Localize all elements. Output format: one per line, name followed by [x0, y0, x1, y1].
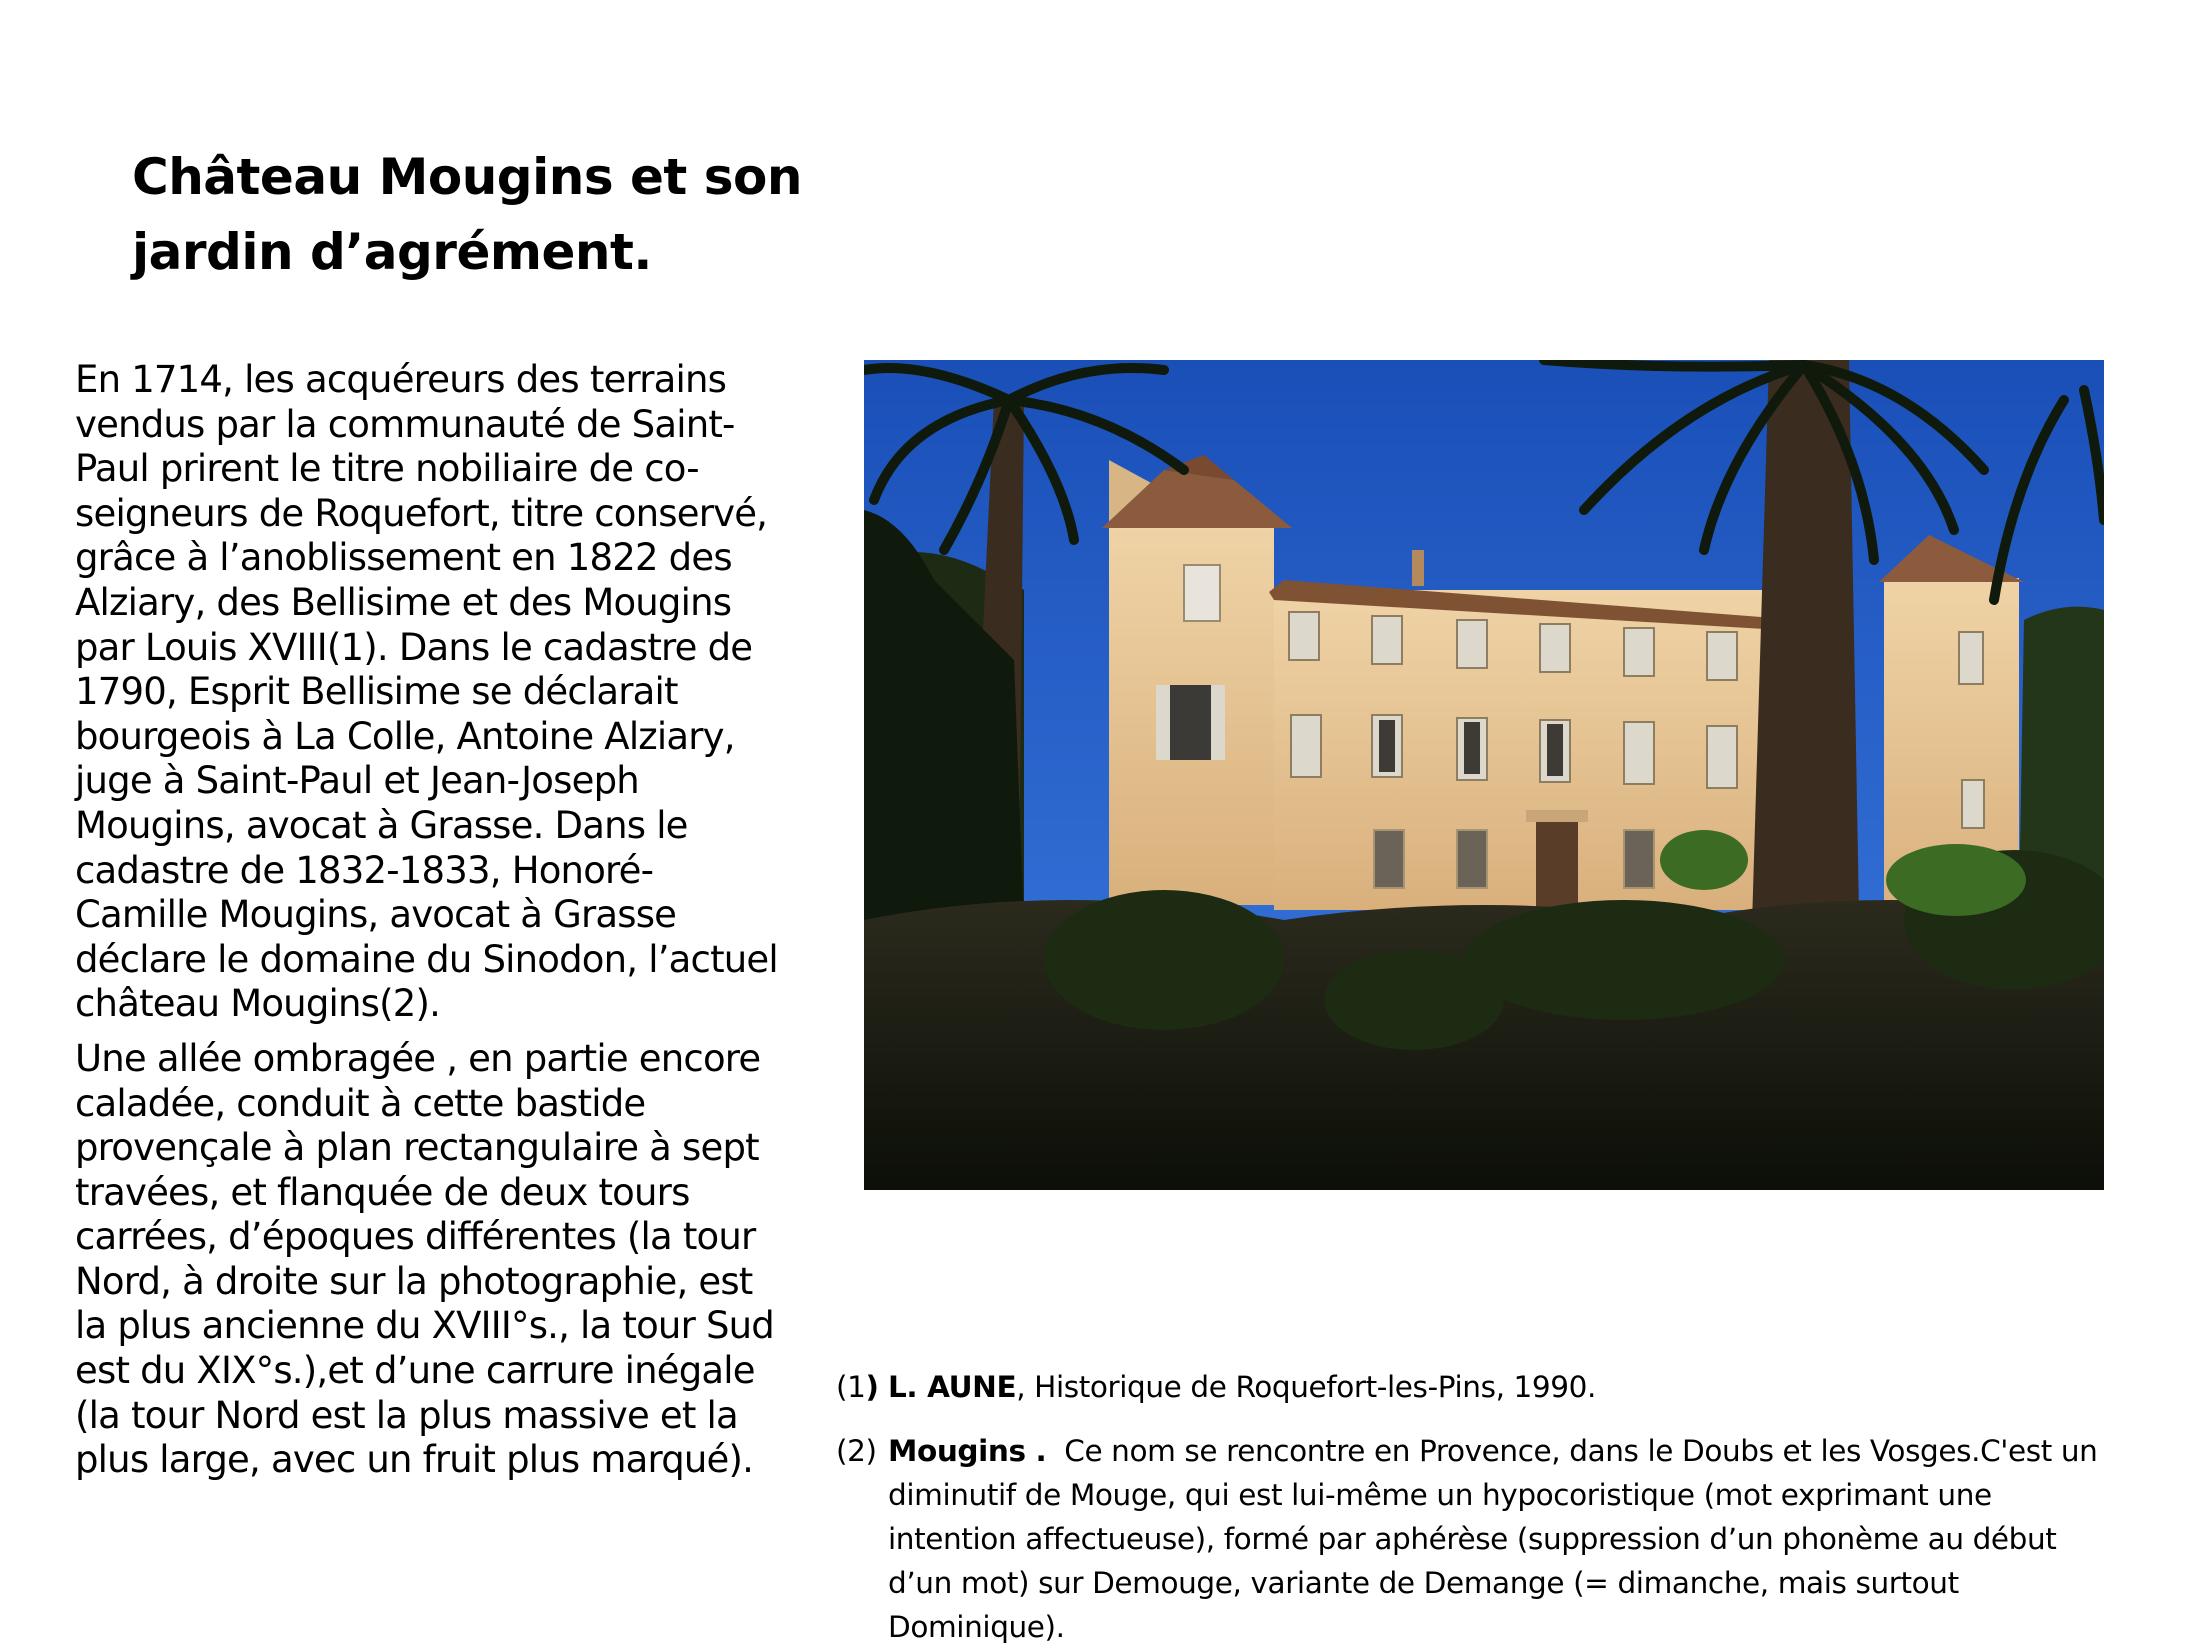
text-line: carrées, d’époques différentes (la tour	[75, 1215, 756, 1259]
footnote-text: , Historique de Roquefort-les-Pins, 1990.	[1016, 1370, 1596, 1404]
footnote-number: (1	[836, 1370, 866, 1404]
footnote-text-line: intention affectueuse), formé par aphérèse (suppression d’un phonème au début	[888, 1522, 2057, 1556]
text-line: travées, et flanquée de deux tours	[75, 1170, 690, 1214]
title-line-1: Château Mougins et son	[132, 148, 802, 206]
south-tower	[1102, 455, 1292, 905]
text-line: juge à Saint-Paul et Jean-Joseph	[75, 759, 639, 803]
main-text	[75, 358, 845, 1483]
footnote-2	[836, 1429, 2176, 1649]
text-line: Mougins, avocat à Grasse. Dans le	[75, 803, 688, 847]
text-line: 1790, Esprit Bellisime se déclarait	[75, 670, 678, 714]
text-line: grâce à l’anoblissement en 1822 des	[75, 536, 732, 580]
footnote-number: (2)	[836, 1434, 877, 1468]
text-line: est du XIX°s.),et d’une carrure inégale	[75, 1349, 755, 1393]
text-line: bourgeois à La Colle, Antoine Alziary,	[75, 714, 735, 758]
footnote-text-line: d’un mot) sur Demouge, variante de Demange (= dimanche, mais surtout	[888, 1566, 1959, 1600]
chateau-photo	[864, 360, 2104, 1190]
paragraph-description	[75, 1037, 845, 1483]
text-line: provençale à plan rectangulaire à sept	[75, 1126, 759, 1170]
text-line: déclare le domaine du Sinodon, l’actuel	[75, 937, 778, 981]
footnote-text-line: diminutif de Mouge, qui est lui-même un hypocoristique (mot exprimant une	[888, 1478, 1992, 1512]
footnote-text-line: Dominique).	[888, 1610, 1065, 1644]
text-line: (la tour Nord est la plus massive et la	[75, 1393, 738, 1437]
paragraph-history	[75, 358, 845, 1027]
text-line: En 1714, les acquéreurs des terrains	[75, 358, 727, 401]
text-line: plus large, avec un fruit plus marqué).	[75, 1438, 754, 1482]
footnote-number-paren: )	[865, 1370, 879, 1404]
text-line: Alziary, des Bellisime et des Mougins	[75, 580, 732, 624]
text-line: Une allée ombragée , en partie encore	[75, 1036, 761, 1080]
text-line: seigneurs de Roquefort, titre conservé,	[75, 491, 768, 535]
footnote-author: L. AUNE	[888, 1370, 1017, 1404]
text-line: Camille Mougins, avocat à Grasse	[75, 893, 677, 937]
text-line: la plus ancienne du XVIII°s., la tour Sud	[75, 1304, 774, 1348]
text-line: vendus par la communauté de Saint-	[75, 402, 735, 446]
footnote-1	[836, 1365, 2176, 1409]
text-line: Nord, à droite sur la photographie, est	[75, 1259, 753, 1303]
footnote-text: Ce nom se rencontre en Provence, dans le Doubs et les Vosges.C'est un	[1046, 1434, 2098, 1468]
page-title	[132, 140, 832, 290]
text-line: château Mougins(2).	[75, 982, 441, 1026]
title-line-2: jardin d’agrément.	[132, 223, 652, 281]
footnote-term: Mougins .	[888, 1434, 1047, 1468]
text-line: caladée, conduit à cette bastide	[75, 1081, 646, 1125]
text-line: cadastre de 1832-1833, Honoré-	[75, 848, 654, 892]
text-line: par Louis XVIII(1). Dans le cadastre de	[75, 625, 753, 669]
text-line: Paul prirent le titre nobiliaire de co-	[75, 447, 699, 491]
footnotes	[836, 1365, 2176, 1649]
